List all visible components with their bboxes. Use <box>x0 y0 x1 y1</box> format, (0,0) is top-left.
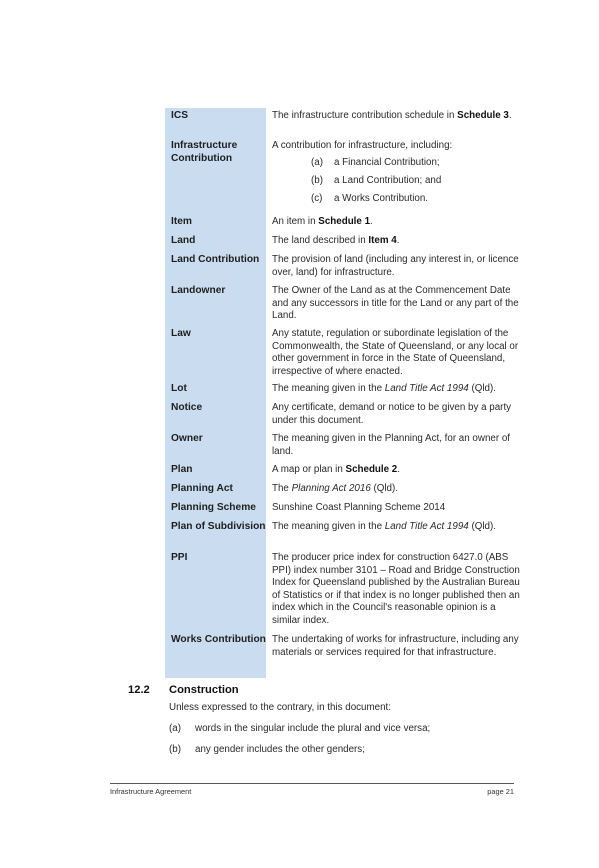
definition-term: Plan of Subdivision <box>165 519 266 550</box>
definition-meaning <box>266 481 520 500</box>
sub-list-text: a Land Contribution; and <box>334 174 442 186</box>
meaning-text-segment: Any certificate, demand or notice to be given by a party under this document. <box>272 402 512 426</box>
meaning-text-segment: (Qld). <box>468 521 496 532</box>
definition-row <box>165 500 520 519</box>
definition-meaning <box>266 550 520 632</box>
list-item <box>169 743 519 756</box>
definition-row <box>165 431 520 462</box>
definition-term: Works Contribution <box>165 632 266 678</box>
definition-meaning <box>266 431 520 462</box>
definition-term: Land <box>165 233 266 252</box>
definition-meaning <box>266 519 520 550</box>
definition-term: PPI <box>165 550 266 632</box>
section-number: 12.2 <box>128 684 150 696</box>
definition-term: Owner <box>165 431 266 462</box>
meaning-text-segment: Schedule 3 <box>457 110 509 121</box>
definition-row <box>165 233 520 252</box>
definition-term: Plan <box>165 462 266 481</box>
definition-meaning <box>266 233 520 252</box>
definition-term: Item <box>165 214 266 233</box>
meaning-text-segment: The undertaking of works for infrastructure, including any materials or services required for that infrastructure. <box>272 634 519 658</box>
sub-list-marker: (b) <box>311 174 323 186</box>
definitions-table <box>165 108 520 678</box>
section-intro: Unless expressed to the contrary, in this document: <box>169 702 391 713</box>
definition-row <box>165 138 520 214</box>
meaning-text-segment: The meaning given in the Planning Act, for an owner of land. <box>272 433 510 457</box>
sub-list <box>272 157 520 211</box>
section-heading <box>128 684 239 696</box>
sub-list-marker: (a) <box>311 156 323 168</box>
definition-term: Law <box>165 326 266 381</box>
meaning-text-segment: . <box>396 235 400 246</box>
definition-row <box>165 519 520 550</box>
list-text: words in the singular include the plural and vice versa; <box>195 723 431 734</box>
definition-row <box>165 550 520 632</box>
sub-list-text: a Works Contribution. <box>334 192 429 204</box>
meaning-text-segment: Schedule 1 <box>318 216 371 227</box>
meaning-text-segment: The Owner of the Land as at the Commencement Date and any successors in title for the Land or any part of the Land. <box>272 285 519 321</box>
sub-list-item <box>272 175 520 193</box>
definition-meaning <box>266 632 520 678</box>
definition-meaning <box>266 326 520 381</box>
meaning-text-segment: Item 4 <box>368 235 397 246</box>
section-title: Construction <box>169 684 239 696</box>
meaning-text-segment: A contribution for infrastructure, including: <box>272 140 453 151</box>
definition-row <box>165 252 520 283</box>
definition-row <box>165 400 520 431</box>
list-marker: (b) <box>169 744 181 755</box>
sub-list-marker: (c) <box>311 192 323 204</box>
meaning-text-segment: . <box>370 216 373 227</box>
definition-term: Landowner <box>165 283 266 326</box>
definition-term: Planning Act <box>165 481 266 500</box>
meaning-text-segment: The infrastructure contribution schedule in <box>272 110 458 121</box>
meaning-text-segment: Sunshine Coast Planning Scheme 2014 <box>272 502 446 513</box>
meaning-text-segment: The meaning given in the <box>272 383 385 394</box>
meaning-text-segment: (Qld). <box>468 383 496 394</box>
definition-meaning <box>266 283 520 326</box>
meaning-text-segment: The producer price index for construction 6427.0 (ABS PPI) index number 3101 – Road and Bridge Construction Index for Queensland published by the Australian Bureau of Statistics or if that index is no longer published then an index which in the Council's reasonable opinion is a similar index. <box>272 552 520 626</box>
meaning-text-segment: Planning Act 2016 <box>291 483 371 494</box>
definition-row <box>165 326 520 381</box>
definition-row <box>165 108 520 138</box>
definition-meaning <box>266 138 520 214</box>
definition-row <box>165 462 520 481</box>
list-item <box>169 722 519 735</box>
meaning-text-segment: The <box>272 483 292 494</box>
sub-list-item <box>272 157 520 175</box>
meaning-text-segment: Schedule 2 <box>345 464 398 475</box>
meaning-text-segment: An item in <box>272 216 319 227</box>
sub-list-item <box>272 193 520 211</box>
definition-term: Notice <box>165 400 266 431</box>
definition-row <box>165 381 520 400</box>
page-footer <box>110 783 514 796</box>
definition-meaning <box>266 400 520 431</box>
sub-list-text: a Financial Contribution; <box>334 156 440 168</box>
definition-meaning <box>266 214 520 233</box>
meaning-text-segment: . <box>397 464 400 475</box>
definition-meaning <box>266 462 520 481</box>
meaning-text-segment: . <box>508 110 512 121</box>
definition-row <box>165 632 520 678</box>
definition-meaning <box>266 381 520 400</box>
definition-meaning <box>266 500 520 519</box>
definition-term: Infrastructure Contribution <box>165 138 266 214</box>
definition-term: ICS <box>165 108 266 138</box>
meaning-text-segment: The meaning given in the <box>272 521 385 532</box>
definition-term: Lot <box>165 381 266 400</box>
definition-term: Land Contribution <box>165 252 266 283</box>
definition-row <box>165 481 520 500</box>
meaning-text-segment: Land Title Act 1994 <box>384 383 469 394</box>
footer-document-title: Infrastructure Agreement <box>110 787 192 796</box>
section-paragraphs <box>169 722 519 756</box>
definition-term: Planning Scheme <box>165 500 266 519</box>
definition-meaning <box>266 252 520 283</box>
definition-meaning <box>266 108 520 138</box>
meaning-text-segment: (Qld). <box>370 483 398 494</box>
meaning-text-segment: A map or plan in <box>272 464 346 475</box>
definition-row <box>165 214 520 233</box>
list-marker: (a) <box>169 723 181 734</box>
meaning-text-segment: Land Title Act 1994 <box>384 521 469 532</box>
meaning-text-segment: Any statute, regulation or subordinate legislation of the Commonwealth, the State of Queensland, or any local or other government in force in the State of Queensland, irrespective of where enacted. <box>272 328 519 377</box>
meaning-text-segment: The land described in <box>272 235 369 246</box>
meaning-text-segment: The provision of land (including any interest in, or licence over, land) for infrastructure. <box>272 254 519 278</box>
list-text: any gender includes the other genders; <box>195 744 365 755</box>
section-body <box>169 701 519 764</box>
definition-row <box>165 283 520 326</box>
footer-page-number: page 21 <box>487 787 514 796</box>
